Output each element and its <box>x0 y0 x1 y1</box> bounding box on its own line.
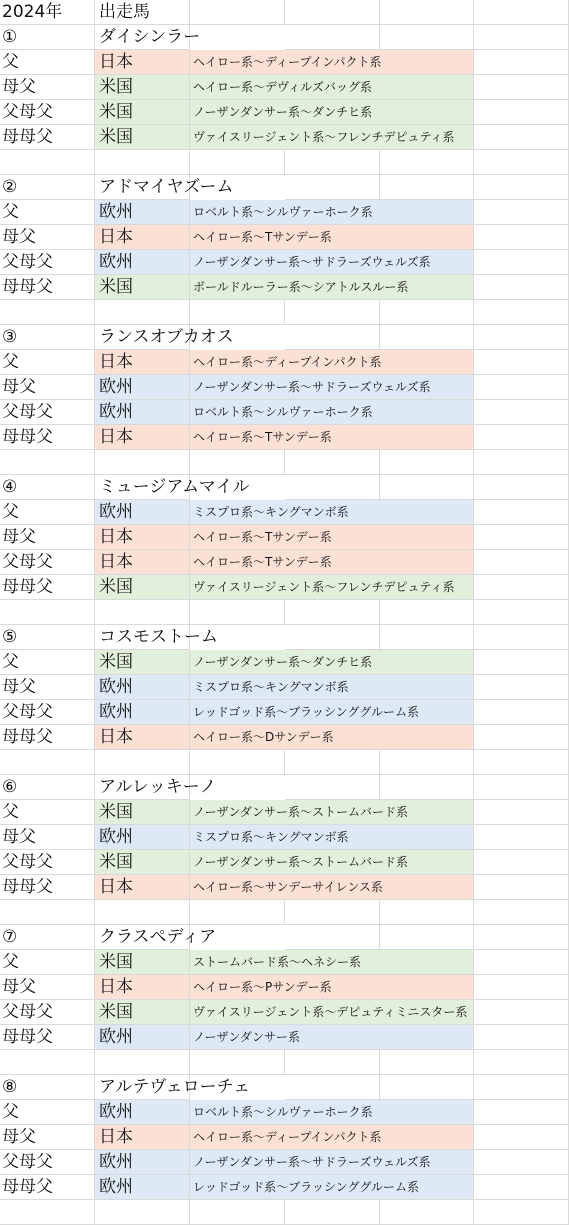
relation-cell[interactable]: 母父 <box>0 375 95 400</box>
region-cell[interactable]: 欧州 <box>95 700 190 725</box>
sire-line-cell[interactable]: ヘイロー系～ディープインパクト系 <box>190 350 474 375</box>
relation-cell[interactable]: 父母父 <box>0 1000 95 1025</box>
empty-cell[interactable] <box>0 600 95 625</box>
empty-cell[interactable] <box>285 600 380 625</box>
horse-title-row <box>0 1075 569 1100</box>
relation-cell[interactable]: 父 <box>0 650 95 675</box>
horse-number-cell[interactable]: ① <box>0 25 95 50</box>
pedigree-row <box>0 400 569 425</box>
pedigree-row <box>0 125 569 150</box>
empty-cell[interactable] <box>380 300 474 325</box>
horse-name-cell[interactable]: コスモストーム <box>95 625 190 650</box>
pedigree-row <box>0 825 569 850</box>
empty-cell[interactable] <box>95 450 190 475</box>
relation-cell[interactable]: 父 <box>0 1100 95 1125</box>
empty-cell[interactable] <box>474 1125 569 1150</box>
empty-cell[interactable] <box>285 0 380 25</box>
sire-line-cell[interactable]: ヴァイスリージェント系～フレンチデピュティ系 <box>190 575 474 600</box>
empty-cell[interactable] <box>474 975 569 1000</box>
relation-cell[interactable]: 父母父 <box>0 700 95 725</box>
horse-name-cell[interactable]: ランスオブカオス <box>95 325 190 350</box>
empty-cell[interactable] <box>285 325 380 350</box>
empty-cell[interactable] <box>285 625 380 650</box>
empty-cell[interactable] <box>380 150 474 175</box>
empty-cell[interactable] <box>474 75 569 100</box>
horse-number-cell[interactable]: ⑥ <box>0 775 95 800</box>
sire-line-cell[interactable]: ノーザンダンサー系～ダンチヒ系 <box>190 100 474 125</box>
empty-cell[interactable] <box>474 325 569 350</box>
empty-cell[interactable] <box>380 900 474 925</box>
region-cell[interactable]: 日本 <box>95 875 190 900</box>
sire-line-cell[interactable]: ストームバード系～ヘネシー系 <box>190 950 474 975</box>
empty-cell[interactable] <box>474 900 569 925</box>
horse-name-cell[interactable]: クラスペディア <box>95 925 190 950</box>
sire-line-cell[interactable]: ノーザンダンサー系～ストームバード系 <box>190 850 474 875</box>
empty-cell[interactable] <box>285 150 380 175</box>
empty-cell[interactable] <box>474 200 569 225</box>
sire-line-cell[interactable]: ノーザンダンサー系～ダンチヒ系 <box>190 650 474 675</box>
sire-line-cell[interactable]: ミスプロ系～キングマンボ系 <box>190 675 474 700</box>
relation-cell[interactable]: 母母父 <box>0 125 95 150</box>
empty-cell[interactable] <box>285 775 380 800</box>
empty-cell[interactable] <box>190 150 285 175</box>
region-cell[interactable]: 米国 <box>95 125 190 150</box>
empty-cell[interactable] <box>474 925 569 950</box>
blank-row <box>0 1050 569 1075</box>
relation-cell[interactable]: 母父 <box>0 75 95 100</box>
region-cell[interactable]: 米国 <box>95 75 190 100</box>
region-cell[interactable]: 欧州 <box>95 1150 190 1175</box>
region-cell[interactable]: 日本 <box>95 50 190 75</box>
horse-number-cell[interactable]: ⑧ <box>0 1075 95 1100</box>
empty-cell[interactable] <box>474 275 569 300</box>
relation-cell[interactable]: 父母父 <box>0 100 95 125</box>
sire-line-cell[interactable]: ノーザンダンサー系 <box>190 1025 474 1050</box>
blank-row <box>0 300 569 325</box>
empty-cell[interactable] <box>474 675 569 700</box>
pedigree-row <box>0 950 569 975</box>
blank-row <box>0 750 569 775</box>
region-cell[interactable]: 欧州 <box>95 1025 190 1050</box>
empty-cell[interactable] <box>474 300 569 325</box>
empty-cell[interactable] <box>190 300 285 325</box>
empty-cell[interactable] <box>474 950 569 975</box>
relation-cell[interactable]: 母母父 <box>0 275 95 300</box>
empty-cell[interactable] <box>380 450 474 475</box>
empty-cell[interactable] <box>0 750 95 775</box>
relation-cell[interactable]: 母父 <box>0 975 95 1000</box>
sire-line-cell[interactable]: ヴァイスリージェント系～デピュティミニスター系 <box>190 1000 474 1025</box>
empty-cell[interactable] <box>0 1050 95 1075</box>
region-cell[interactable]: 日本 <box>95 425 190 450</box>
empty-cell[interactable] <box>285 25 380 50</box>
pedigree-row <box>0 1100 569 1125</box>
region-cell[interactable]: 欧州 <box>95 400 190 425</box>
empty-cell[interactable] <box>380 925 474 950</box>
empty-cell[interactable] <box>380 325 474 350</box>
empty-cell[interactable] <box>474 1100 569 1125</box>
empty-cell[interactable] <box>474 600 569 625</box>
sire-line-cell[interactable]: ヘイロー系～Tサンデー系 <box>190 425 474 450</box>
pedigree-row <box>0 50 569 75</box>
empty-cell[interactable] <box>474 250 569 275</box>
region-cell[interactable]: 米国 <box>95 275 190 300</box>
empty-cell[interactable] <box>0 900 95 925</box>
empty-cell[interactable] <box>474 800 569 825</box>
pedigree-row <box>0 225 569 250</box>
empty-cell[interactable] <box>474 575 569 600</box>
region-cell[interactable]: 欧州 <box>95 1175 190 1200</box>
sire-line-cell[interactable]: ノーザンダンサー系～サドラーズウェルズ系 <box>190 1150 474 1175</box>
empty-cell[interactable] <box>474 650 569 675</box>
empty-cell[interactable] <box>95 900 190 925</box>
empty-cell[interactable] <box>190 900 285 925</box>
pedigree-row <box>0 375 569 400</box>
empty-cell[interactable] <box>285 1200 380 1225</box>
relation-cell[interactable]: 父 <box>0 50 95 75</box>
horse-number-cell[interactable]: ③ <box>0 325 95 350</box>
empty-cell[interactable] <box>95 600 190 625</box>
relation-cell[interactable]: 父母父 <box>0 550 95 575</box>
pedigree-row <box>0 1150 569 1175</box>
horse-title-row <box>0 175 569 200</box>
column-title-cell[interactable]: 出走馬 <box>95 0 190 25</box>
sire-line-cell[interactable]: ヘイロー系～ディープインパクト系 <box>190 1125 474 1150</box>
horse-number-cell[interactable]: ② <box>0 175 95 200</box>
empty-cell[interactable] <box>474 1200 569 1225</box>
blank-row <box>0 450 569 475</box>
header-row <box>0 0 569 25</box>
sire-line-cell[interactable]: ミスプロ系～キングマンボ系 <box>190 825 474 850</box>
empty-cell[interactable] <box>0 450 95 475</box>
horse-name-cell[interactable]: アルテヴェローチェ <box>95 1075 190 1100</box>
sire-line-cell[interactable]: ノーザンダンサー系～サドラーズウェルズ系 <box>190 250 474 275</box>
region-cell[interactable]: 米国 <box>95 950 190 975</box>
empty-cell[interactable] <box>380 600 474 625</box>
pedigree-row <box>0 725 569 750</box>
horse-title-row <box>0 475 569 500</box>
empty-cell[interactable] <box>474 150 569 175</box>
empty-cell[interactable] <box>95 150 190 175</box>
empty-cell[interactable] <box>380 625 474 650</box>
sire-line-cell[interactable]: ヘイロー系～サンデーサイレンス系 <box>190 875 474 900</box>
empty-cell[interactable] <box>190 750 285 775</box>
horse-title-row <box>0 325 569 350</box>
empty-cell[interactable] <box>380 1200 474 1225</box>
sire-line-cell[interactable]: ノーザンダンサー系～サドラーズウェルズ系 <box>190 375 474 400</box>
empty-cell[interactable] <box>474 750 569 775</box>
horse-number-cell[interactable]: ⑦ <box>0 925 95 950</box>
empty-cell[interactable] <box>380 175 474 200</box>
pedigree-row <box>0 675 569 700</box>
sire-line-cell[interactable]: ヘイロー系～ディープインパクト系 <box>190 50 474 75</box>
pedigree-row <box>0 250 569 275</box>
pedigree-row <box>0 875 569 900</box>
empty-cell[interactable] <box>0 300 95 325</box>
pedigree-row <box>0 525 569 550</box>
blank-row <box>0 900 569 925</box>
relation-cell[interactable]: 父母父 <box>0 250 95 275</box>
empty-cell[interactable] <box>474 1150 569 1175</box>
empty-cell[interactable] <box>474 725 569 750</box>
relation-cell[interactable]: 母母父 <box>0 425 95 450</box>
sire-line-cell[interactable]: ヘイロー系～Pサンデー系 <box>190 975 474 1000</box>
empty-cell[interactable] <box>474 400 569 425</box>
sire-line-cell[interactable]: ヘイロー系～Dサンデー系 <box>190 725 474 750</box>
empty-cell[interactable] <box>380 475 474 500</box>
relation-cell[interactable]: 母父 <box>0 675 95 700</box>
pedigree-row <box>0 75 569 100</box>
empty-cell[interactable] <box>474 0 569 25</box>
region-cell[interactable]: 欧州 <box>95 1100 190 1125</box>
empty-cell[interactable] <box>190 0 285 25</box>
sire-line-cell[interactable]: ロベルト系～シルヴァーホーク系 <box>190 1100 474 1125</box>
region-cell[interactable]: 日本 <box>95 1125 190 1150</box>
empty-cell[interactable] <box>0 1200 95 1225</box>
sire-line-cell[interactable]: ヘイロー系～Tサンデー系 <box>190 225 474 250</box>
pedigree-row <box>0 425 569 450</box>
year-cell[interactable]: 2024年 <box>0 0 95 25</box>
empty-cell[interactable] <box>474 1025 569 1050</box>
empty-cell[interactable] <box>380 1075 474 1100</box>
empty-cell[interactable] <box>285 300 380 325</box>
empty-cell[interactable] <box>474 1075 569 1100</box>
horse-title-row <box>0 25 569 50</box>
empty-cell[interactable] <box>95 750 190 775</box>
sire-line-cell[interactable]: レッドゴッド系～ブラッシンググルーム系 <box>190 700 474 725</box>
horse-name-cell[interactable]: ミュージアムマイル <box>95 475 190 500</box>
empty-cell[interactable] <box>474 350 569 375</box>
blank-row <box>0 600 569 625</box>
relation-cell[interactable]: 父母父 <box>0 400 95 425</box>
pedigree-row <box>0 500 569 525</box>
region-cell[interactable]: 欧州 <box>95 200 190 225</box>
horse-number-cell[interactable]: ⑤ <box>0 625 95 650</box>
sire-line-cell[interactable]: ロベルト系～シルヴァーホーク系 <box>190 400 474 425</box>
region-cell[interactable]: 欧州 <box>95 250 190 275</box>
empty-cell[interactable] <box>474 500 569 525</box>
empty-cell[interactable] <box>285 750 380 775</box>
relation-cell[interactable]: 母母父 <box>0 1025 95 1050</box>
empty-cell[interactable] <box>285 450 380 475</box>
pedigree-row <box>0 200 569 225</box>
empty-cell[interactable] <box>474 450 569 475</box>
empty-cell[interactable] <box>474 225 569 250</box>
relation-cell[interactable]: 父 <box>0 800 95 825</box>
region-cell[interactable]: 欧州 <box>95 375 190 400</box>
empty-cell[interactable] <box>285 1050 380 1075</box>
region-cell[interactable]: 日本 <box>95 975 190 1000</box>
sire-line-cell[interactable]: ヘイロー系～デヴィルズバッグ系 <box>190 75 474 100</box>
region-cell[interactable]: 米国 <box>95 650 190 675</box>
empty-cell[interactable] <box>380 775 474 800</box>
empty-cell[interactable] <box>474 25 569 50</box>
pedigree-row <box>0 1025 569 1050</box>
sire-line-cell[interactable]: ヴァイスリージェント系～フレンチデピュティ系 <box>190 125 474 150</box>
empty-cell[interactable] <box>474 175 569 200</box>
sire-line-cell[interactable]: レッドゴッド系～ブラッシンググルーム系 <box>190 1175 474 1200</box>
empty-cell[interactable] <box>474 1000 569 1025</box>
relation-cell[interactable]: 母母父 <box>0 725 95 750</box>
relation-cell[interactable]: 母母父 <box>0 875 95 900</box>
region-cell[interactable]: 米国 <box>95 575 190 600</box>
pedigree-row <box>0 700 569 725</box>
pedigree-row <box>0 575 569 600</box>
empty-cell[interactable] <box>190 1200 285 1225</box>
horse-name-cell[interactable]: アルレッキーノ <box>95 775 190 800</box>
horse-name-cell[interactable]: ダイシンラー <box>95 25 190 50</box>
blank-row <box>0 150 569 175</box>
region-cell[interactable]: 欧州 <box>95 675 190 700</box>
relation-cell[interactable]: 父 <box>0 500 95 525</box>
region-cell[interactable]: 日本 <box>95 550 190 575</box>
horse-number-cell[interactable]: ④ <box>0 475 95 500</box>
sire-line-cell[interactable]: ヘイロー系～Tサンデー系 <box>190 525 474 550</box>
sire-line-cell[interactable]: ノーザンダンサー系～ストームバード系 <box>190 800 474 825</box>
empty-cell[interactable] <box>474 100 569 125</box>
empty-cell[interactable] <box>474 1050 569 1075</box>
region-cell[interactable]: 日本 <box>95 725 190 750</box>
sire-line-cell[interactable]: ヘイロー系～Tサンデー系 <box>190 550 474 575</box>
sire-line-cell[interactable]: ロベルト系～シルヴァーホーク系 <box>190 200 474 225</box>
pedigree-row <box>0 550 569 575</box>
empty-cell[interactable] <box>380 750 474 775</box>
pedigree-row <box>0 275 569 300</box>
empty-cell[interactable] <box>474 425 569 450</box>
region-cell[interactable]: 米国 <box>95 1000 190 1025</box>
empty-cell[interactable] <box>474 1175 569 1200</box>
empty-cell[interactable] <box>474 375 569 400</box>
empty-cell[interactable] <box>474 825 569 850</box>
region-cell[interactable]: 日本 <box>95 525 190 550</box>
relation-cell[interactable]: 父 <box>0 950 95 975</box>
pedigree-row <box>0 100 569 125</box>
empty-cell[interactable] <box>474 550 569 575</box>
pedigree-row <box>0 975 569 1000</box>
region-cell[interactable]: 日本 <box>95 350 190 375</box>
blank-row <box>0 1200 569 1225</box>
empty-cell[interactable] <box>474 50 569 75</box>
empty-cell[interactable] <box>474 775 569 800</box>
horse-title-row <box>0 625 569 650</box>
empty-cell[interactable] <box>190 450 285 475</box>
empty-cell[interactable] <box>95 300 190 325</box>
region-cell[interactable]: 米国 <box>95 850 190 875</box>
empty-cell[interactable] <box>380 25 474 50</box>
horse-name-cell[interactable]: アドマイヤズーム <box>95 175 190 200</box>
pedigree-row <box>0 800 569 825</box>
region-cell[interactable]: 日本 <box>95 225 190 250</box>
empty-cell[interactable] <box>474 625 569 650</box>
empty-cell[interactable] <box>285 925 380 950</box>
relation-cell[interactable]: 母母父 <box>0 575 95 600</box>
pedigree-row <box>0 850 569 875</box>
empty-cell[interactable] <box>190 600 285 625</box>
empty-cell[interactable] <box>95 1200 190 1225</box>
horse-title-row <box>0 925 569 950</box>
region-cell[interactable]: 欧州 <box>95 500 190 525</box>
relation-cell[interactable]: 父母父 <box>0 1150 95 1175</box>
horse-title-row <box>0 775 569 800</box>
empty-cell[interactable] <box>474 475 569 500</box>
empty-cell[interactable] <box>380 1050 474 1075</box>
relation-cell[interactable]: 母父 <box>0 525 95 550</box>
relation-cell[interactable]: 母母父 <box>0 1175 95 1200</box>
empty-cell[interactable] <box>190 1050 285 1075</box>
empty-cell[interactable] <box>285 900 380 925</box>
sire-line-cell[interactable]: ミスプロ系～キングマンボ系 <box>190 500 474 525</box>
region-cell[interactable]: 米国 <box>95 100 190 125</box>
empty-cell[interactable] <box>474 125 569 150</box>
region-cell[interactable]: 米国 <box>95 800 190 825</box>
pedigree-row <box>0 1125 569 1150</box>
empty-cell[interactable] <box>95 1050 190 1075</box>
pedigree-row <box>0 1000 569 1025</box>
relation-cell[interactable]: 母父 <box>0 225 95 250</box>
empty-cell[interactable] <box>285 475 380 500</box>
relation-cell[interactable]: 母父 <box>0 825 95 850</box>
region-cell[interactable]: 欧州 <box>95 825 190 850</box>
pedigree-row <box>0 350 569 375</box>
pedigree-row <box>0 1175 569 1200</box>
relation-cell[interactable]: 父 <box>0 200 95 225</box>
empty-cell[interactable] <box>474 700 569 725</box>
empty-cell[interactable] <box>285 175 380 200</box>
empty-cell[interactable] <box>474 875 569 900</box>
sire-line-cell[interactable]: ボールドルーラー系～シアトルスルー系 <box>190 275 474 300</box>
pedigree-row <box>0 650 569 675</box>
empty-cell[interactable] <box>0 150 95 175</box>
relation-cell[interactable]: 父母父 <box>0 850 95 875</box>
empty-cell[interactable] <box>285 1075 380 1100</box>
relation-cell[interactable]: 父 <box>0 350 95 375</box>
empty-cell[interactable] <box>474 525 569 550</box>
relation-cell[interactable]: 母父 <box>0 1125 95 1150</box>
empty-cell[interactable] <box>474 850 569 875</box>
empty-cell[interactable] <box>380 0 474 25</box>
